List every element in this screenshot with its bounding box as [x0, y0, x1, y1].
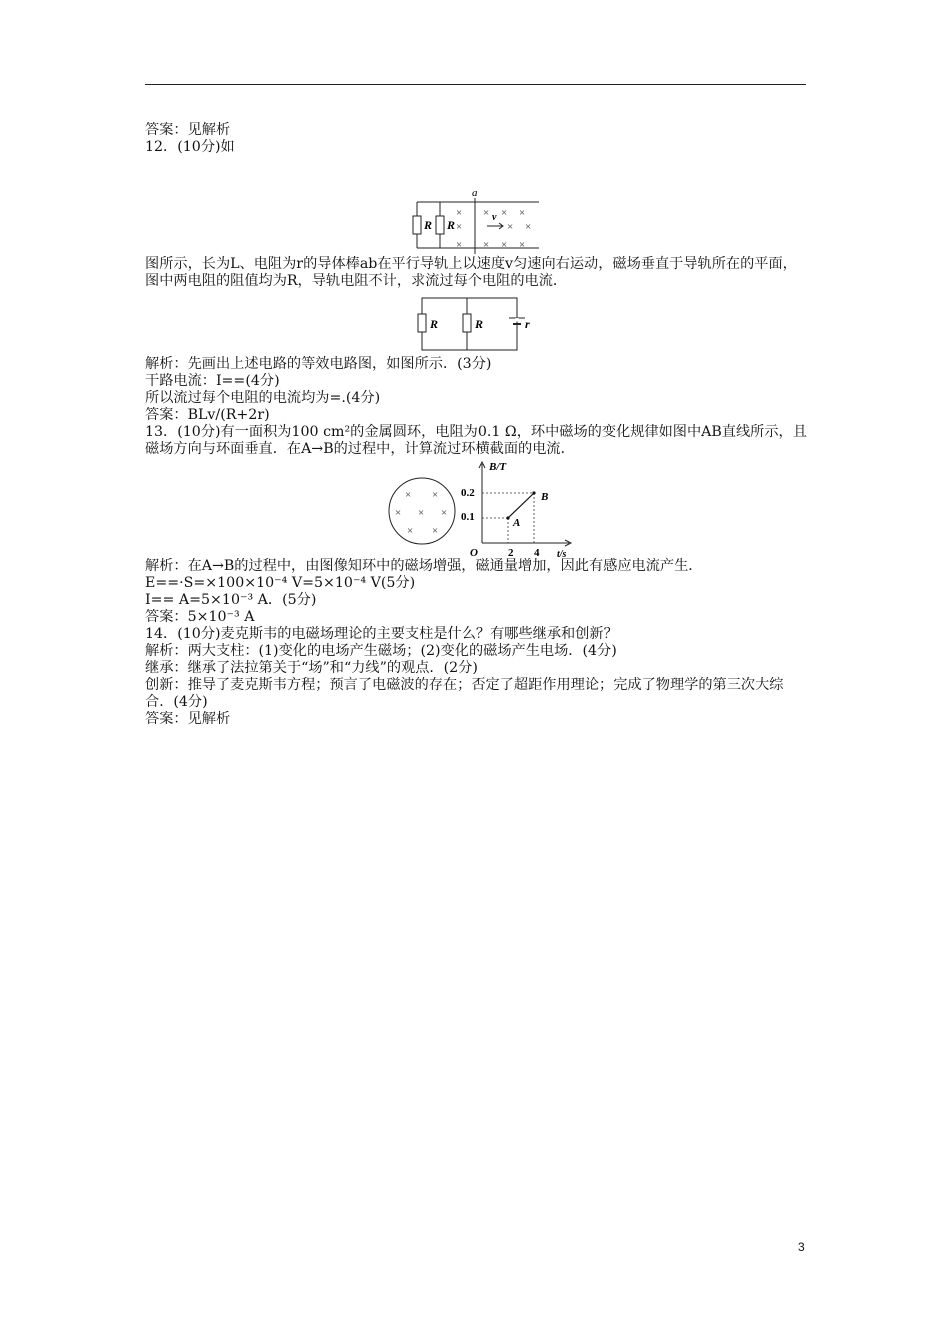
figure-rails-circuit	[145, 156, 807, 256]
question-14-text: 14．(10分)麦克斯韦的电磁场理论的主要支柱是什么？有哪些继承和创新？	[145, 626, 618, 642]
y-axis-label: B/T	[489, 461, 507, 473]
cross-8: ×	[525, 221, 532, 233]
rails-svg	[145, 156, 807, 256]
ring-cross-3: ×	[395, 507, 402, 519]
ring-cross-7: ×	[432, 525, 439, 537]
cross-11: ×	[519, 239, 526, 251]
ring-cross-5: ×	[441, 507, 448, 519]
solution-13-step2: E==·S=×100×10⁻⁴ V=5×10⁻⁴ V(5分)	[145, 575, 416, 591]
x-tick-4: 4	[534, 547, 540, 558]
point-B	[532, 491, 535, 494]
cross-2: ×	[456, 221, 463, 233]
cross-3: ×	[456, 239, 463, 251]
ring-cross-4: ×	[418, 507, 425, 519]
ring-cross-1: ×	[405, 489, 412, 501]
label-v: v	[492, 212, 497, 223]
x-axis-label: t/s	[557, 549, 567, 558]
cross-7: ×	[507, 221, 514, 233]
solution-12-step1: 解析：先画出上述电路的等效电路图，如图所示．(3分)	[145, 356, 492, 372]
eq-label-r1: R	[430, 317, 439, 331]
eq-label-r2: R	[475, 317, 484, 331]
cross-6: ×	[519, 207, 526, 219]
equivalent-svg	[145, 290, 807, 356]
ring-cross-2: ×	[432, 489, 439, 501]
answer-14: 答案：见解析	[145, 711, 231, 727]
point-A	[506, 516, 509, 519]
label-r2: R	[447, 218, 456, 232]
answer-13: 答案：5×10⁻³ A	[145, 609, 255, 625]
solution-13-step1: 解析：在A→B的过程中，由图像知环中的磁场增强，磁通量增加，因此有感应电流产生．	[145, 558, 703, 574]
solution-14-step2: 继承：继承了法拉第关于“场”和“力线”的观点．(2分)	[145, 660, 478, 676]
line-AB	[508, 493, 534, 518]
cross-4: ×	[483, 207, 490, 219]
cross-5: ×	[501, 207, 508, 219]
label-r1: R	[424, 218, 433, 232]
figure-ring-and-graph	[145, 458, 807, 558]
ring-cross-6: ×	[407, 525, 414, 537]
answer-12: 答案：BLv/(R+2r)	[145, 407, 270, 423]
eq-label-r: r	[525, 317, 530, 331]
ring-graph-svg	[145, 458, 807, 558]
cross-10: ×	[501, 239, 508, 251]
header-rule	[145, 84, 806, 85]
y-tick-0.1: 0.1	[461, 511, 475, 523]
label-b	[472, 255, 478, 256]
x-tick-2: 2	[508, 547, 514, 558]
solution-14-step1: 解析：两大支柱：(1)变化的电场产生磁场；(2)变化的磁场产生电场．(4分)	[145, 643, 617, 659]
answer-11: 答案：见解析	[145, 122, 231, 138]
point-B-label: B	[541, 491, 549, 503]
point-A-label: A	[513, 517, 521, 529]
solution-12-step2: 干路电流：I==(4分)	[145, 373, 280, 389]
origin-label: O	[470, 547, 478, 558]
solution-14-step3: 创新：推导了麦克斯韦方程；预言了电磁波的存在；否定了超距作用理论；完成了物理学的第三次大综合．(4分)	[145, 677, 784, 710]
cross-9: ×	[483, 239, 490, 251]
document-body	[145, 122, 807, 728]
figure-equivalent-circuit	[145, 290, 807, 356]
question-12-text: 图所示，长为L、电阻为r的导体棒ab在平行导轨上以速度v匀速向右运动，磁场垂直于导轨所在的平面，图中两电阻的阻值均为R，导轨电阻不计，求流过每个电阻的电流．	[145, 256, 797, 289]
question-13-text: 13．(10分)有一面积为100 cm²的金属圆环，电阻为0.1 Ω，环中磁场的变化规律如图中AB直线所示，且磁场方向与环面垂直．在A→B的过程中，计算流过环横截面的电流．	[145, 424, 807, 457]
label-a: a	[472, 187, 478, 199]
page-number: 3	[798, 1240, 805, 1254]
cross-1: ×	[456, 207, 463, 219]
y-tick-0.2: 0.2	[461, 487, 475, 499]
solution-13-step3: I== A=5×10⁻³ A．(5分)	[145, 592, 317, 608]
solution-12-step3: 所以流过每个电阻的电流均为=.(4分)	[145, 390, 381, 406]
question-12-start: 12．(10分)如	[145, 139, 235, 155]
